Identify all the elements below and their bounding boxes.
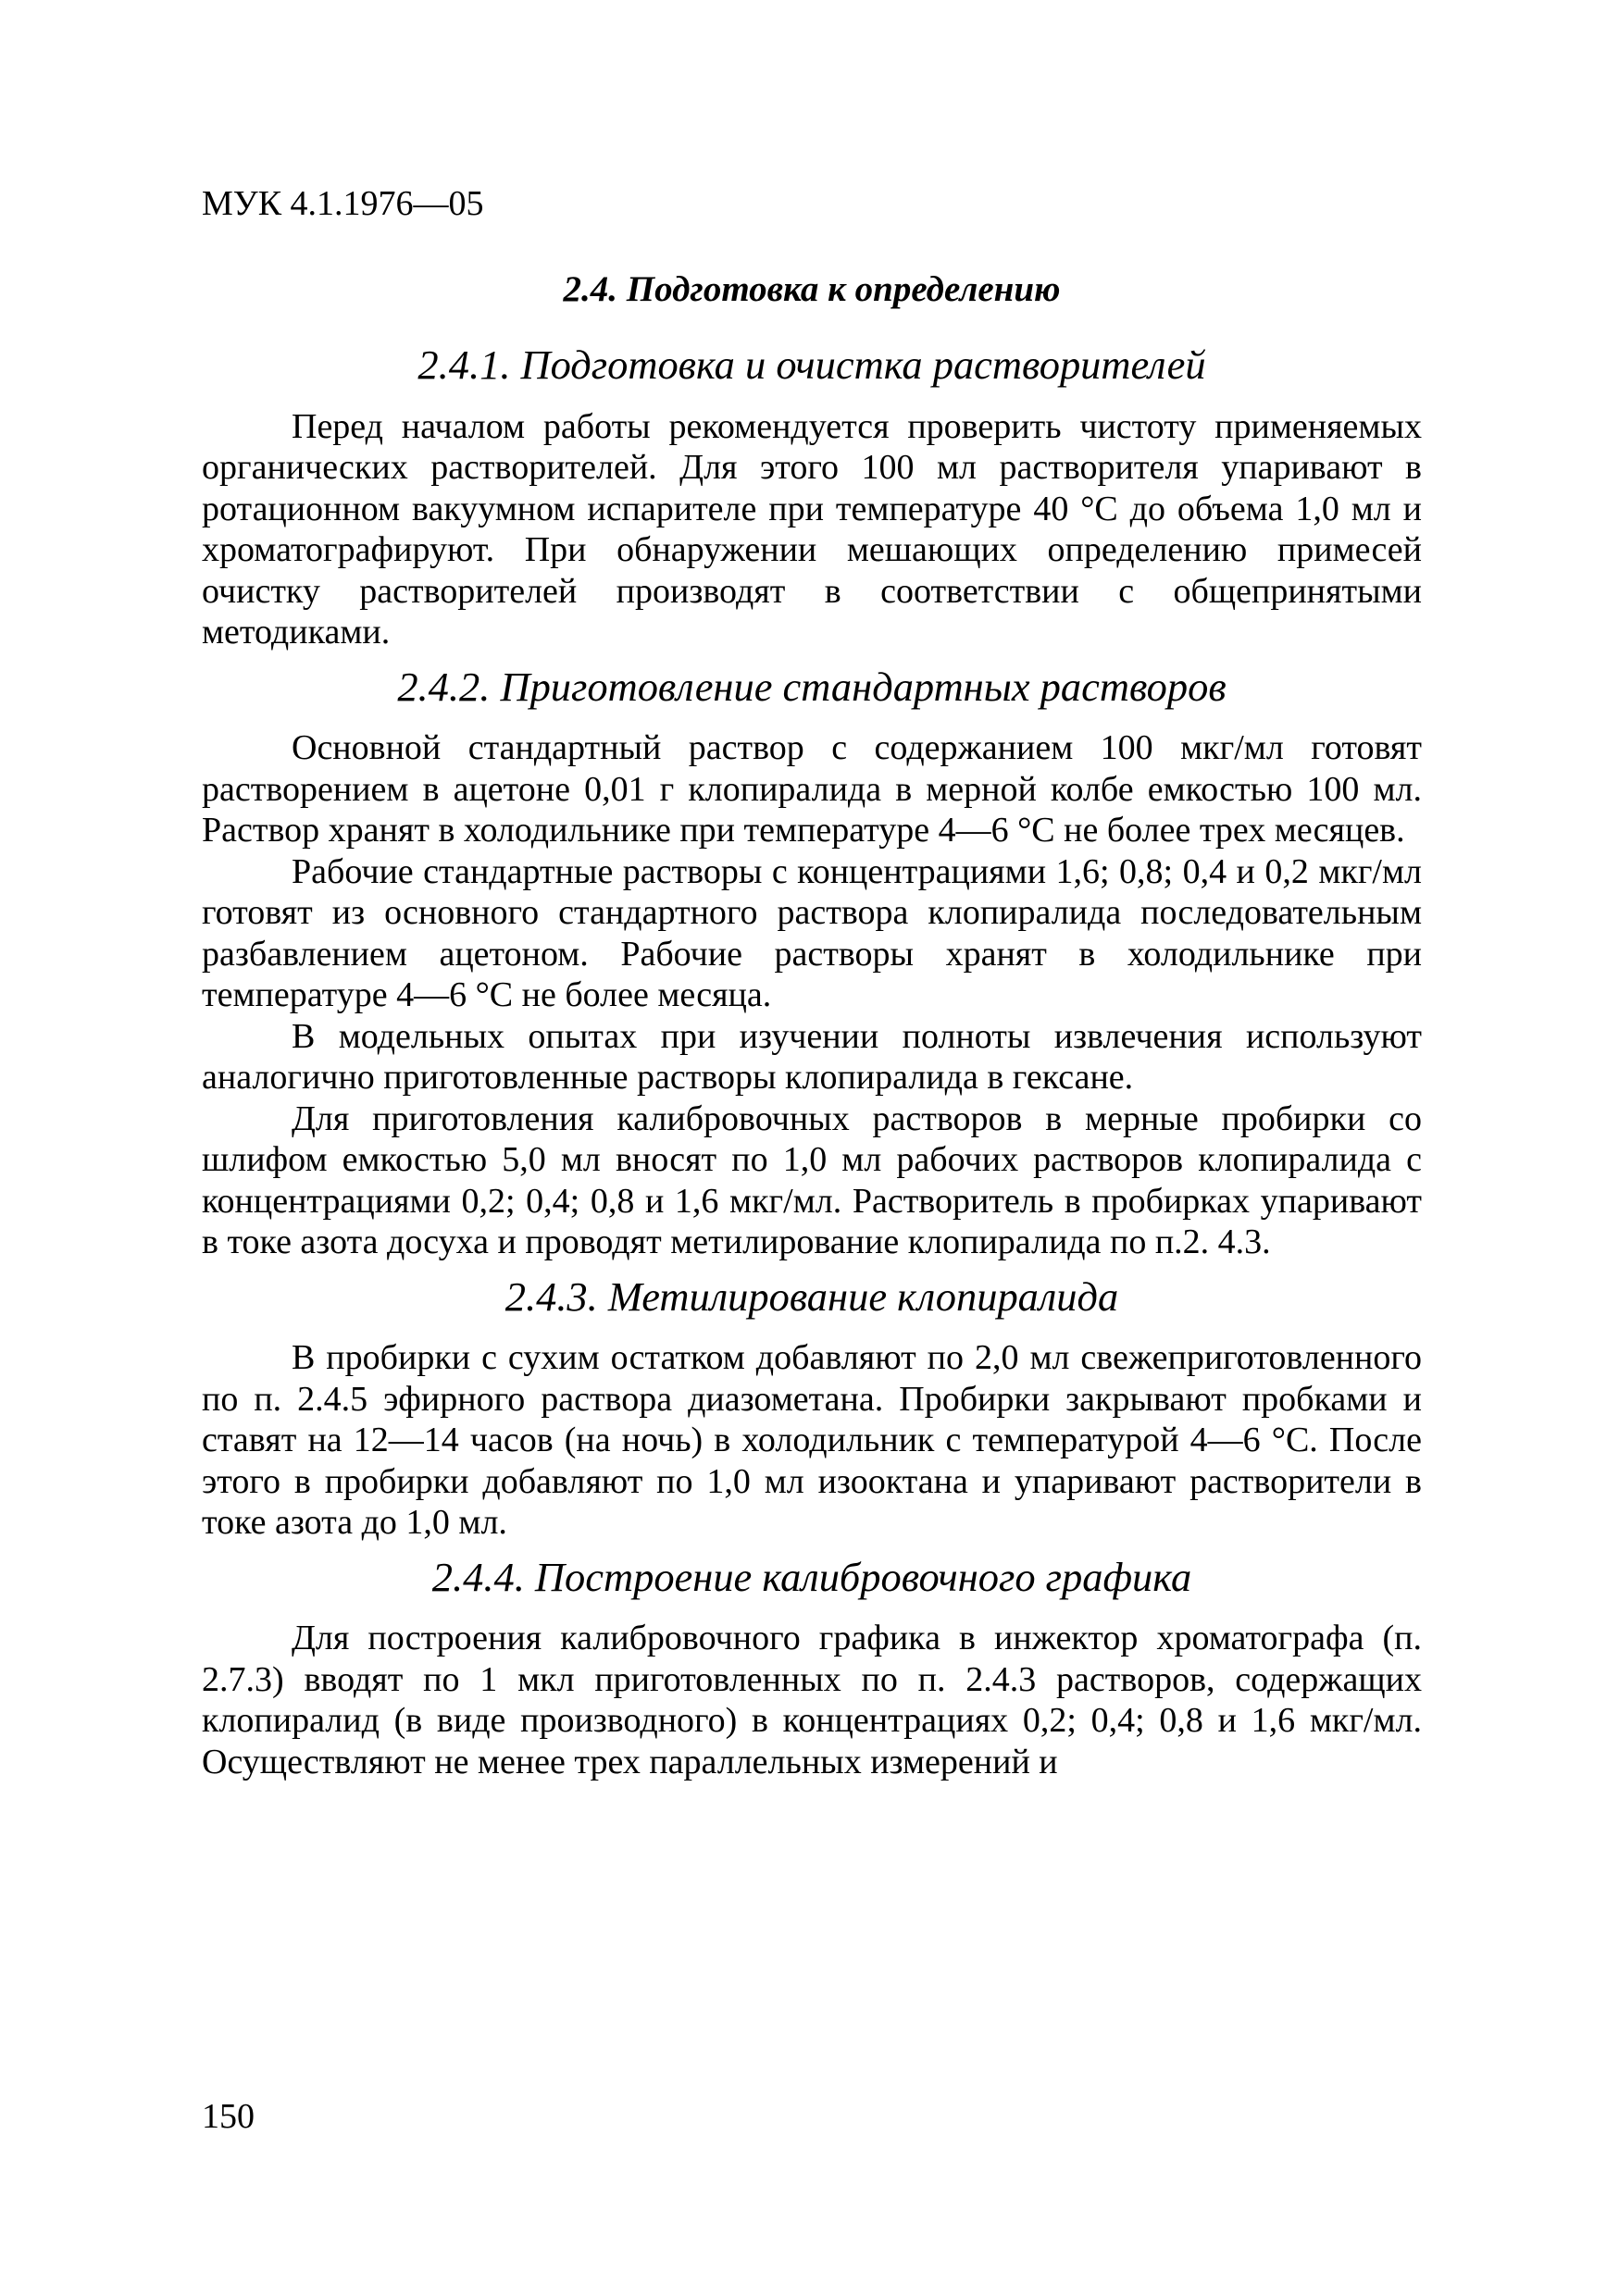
paragraph: Для построения калибровочного графика в инжектор хроматографа (п. 2.7.3) вводят по 1 мкл приготовленных по п. 2.4.3 растворов, содержащих клопиралид (в виде производного) в концентрациях 0,2; 0,4; 0,8 и 1,6 мкг/мл. Осуществляют не менее трех параллельных измерений и	[202, 1619, 1422, 1781]
paragraph: В пробирки с сухим остатком добавляют по 2,0 мл свежеприготовленного по п. 2.4.5 эфирного раствора диазометана. Пробирки закрывают пробками и ставят на 12—14 часов (на ночь) в холодильник с температурой 4—6 °С. После этого в пробирки добавляют по 1,0 мл изооктана и упаривают растворители в токе азота до 1,0 мл.	[202, 1338, 1422, 1542]
section-title: 2.4. Подготовка к определению	[563, 269, 1061, 309]
subsection-title-2-4-3: 2.4.3. Метилирование клопиралида	[504, 1272, 1119, 1320]
paragraph: В модельных опытах при изучении полноты извлечения используют аналогично приготовленные растворы клопиралида в гексане.	[202, 1016, 1422, 1097]
document-code-header: МУК 4.1.1976—05	[202, 184, 484, 223]
paragraph: Для приготовления калибровочных растворов в мерные пробирки со шлифом емкостью 5,0 мл вносят по 1,0 мл рабочих растворов клопиралида с концентрациями 0,2; 0,4; 0,8 и 1,6 мкг/мл. Растворитель в пробирках упаривают в токе азота досуха и проводят метилирование клопиралида по п.2. 4.3.	[202, 1098, 1422, 1261]
page-content	[202, 267, 1422, 1782]
paragraph: Перед началом работы рекомендуется проверить чистоту применяемых органических растворителей. Для этого 100 мл растворителя упаривают в ротационном вакуумном испарителе при температуре 40 °С до объема 1,0 мл и хроматографируют. При обнаружении мешающих определению примесей очистку растворителей производят в соответствии с общепринятыми методиками.	[202, 406, 1422, 652]
subsection-title-2-4-4: 2.4.4. Построение калибровочного графика	[431, 1553, 1192, 1600]
page-number: 150	[202, 2097, 255, 2136]
subsection-title-2-4-2: 2.4.2. Приготовление стандартных растворов	[397, 663, 1227, 710]
subsection-title-2-4-1: 2.4.1. Подготовка и очистка растворителей	[417, 341, 1206, 388]
paragraph: Рабочие стандартные растворы с концентрациями 1,6; 0,8; 0,4 и 0,2 мкг/мл готовят из основного стандартного раствора клопиралида последовательным разбавлением ацетоном. Рабочие растворы хранят в холодильнике при температуре 4—6 °С не более месяца.	[202, 851, 1422, 1014]
paragraph: Основной стандартный раствор с содержанием 100 мкг/мл готовят растворением в ацетоне 0,01 г клопиралида в мерной колбе емкостью 100 мл. Раствор хранят в холодильнике при температуре 4—6 °С не более трех месяцев.	[202, 728, 1422, 850]
